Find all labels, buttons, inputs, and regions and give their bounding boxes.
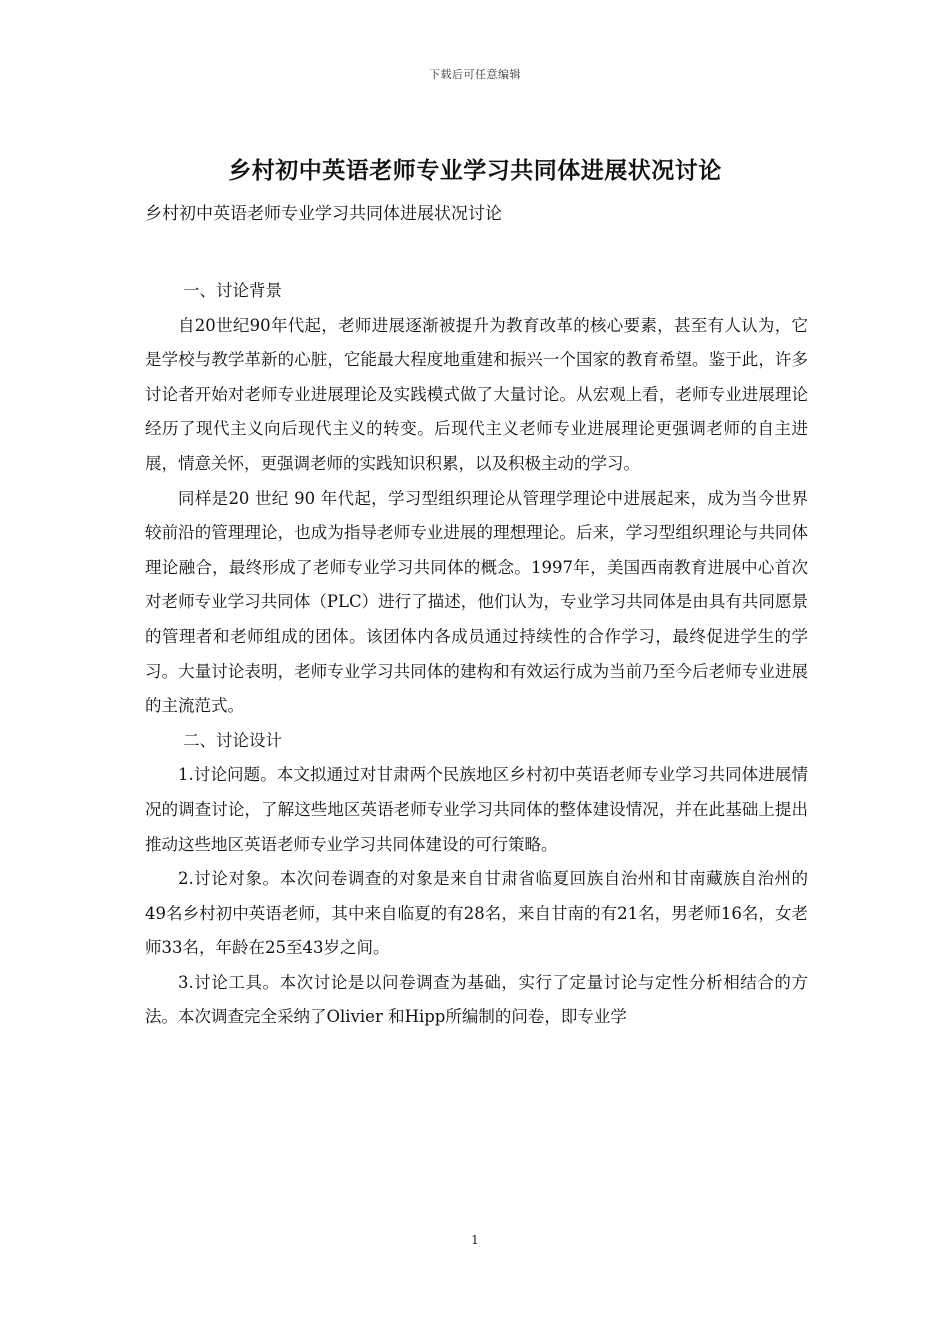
page-number: 1 (471, 1233, 479, 1247)
section-heading-design: 二、讨论设计 (182, 730, 282, 750)
document-subtitle: 乡村初中英语老师专业学习共同体进展状况讨论 (145, 204, 502, 224)
paragraph: 同样是20 世纪 90 年代起，学习型组织理论从管理学理论中进展起来，成为当今世界较前沿的管理理论，也成为指导老师专业进展的理想理论。后来，学习型组织理论与共同体理论融合，最终形成了老师专业学习共同体的概念。1997年，美国西南教育进展中心首次对老师专业学习共同体（PLC）进行了描述，他们认为，专业学习共同体是由具有共同愿景的管理者和老师组成的团体。该团体内各成员通过持续性的合作学习，最终促进学生的学习。大量讨论表明，老师专业学习共同体的建构和有效运行成为当前乃至今后老师专业进展的主流范式。 (145, 488, 808, 716)
section-heading-background: 一、讨论背景 (182, 281, 282, 300)
document-title: 乡村初中英语老师专业学习共同体进展状况讨论 (228, 157, 722, 184)
paragraph: 2.讨论对象。本次问卷调查的对象是来自甘肃省临夏回族自治州和甘南藏族自治州的49名乡村初中英语老师，其中来自临夏的有28名，来自甘南的有21名，男老师16名，女老师33名，年龄在25至43岁之间。 (145, 869, 808, 958)
document-body (145, 274, 808, 1035)
paragraph: 自20世纪90年代起，老师进展逐渐被提升为教育改革的核心要素，甚至有人认为，它是学校与教学革新的心脏，它能最大程度地重建和振兴一个国家的教育希望。鉴于此，许多讨论者开始对老师专业进展理论及实践模式做了大量讨论。从宏观上看，老师专业进展理论经历了现代主义向后现代主义的转变。后现代主义老师专业进展理论更强调老师的自主进展，情意关怀，更强调老师的实践知识积累，以及积极主动的学习。 (145, 315, 808, 473)
paragraph: 1.讨论问题。本文拟通过对甘肃两个民族地区乡村初中英语老师专业学习共同体进展情况的调查讨论，了解这些地区英语老师专业学习共同体的整体建设情况，并在此基础上提出推动这些地区英语老师专业学习共同体建设的可行策略。 (145, 765, 808, 854)
header-note: 下载后可任意编辑 (429, 68, 521, 81)
paragraph: 3.讨论工具。本次讨论是以问卷调查为基础，实行了定量讨论与定性分析相结合的方法。本次调查完全采纳了Olivier 和Hipp所编制的问卷，即专业学 (145, 972, 808, 1027)
